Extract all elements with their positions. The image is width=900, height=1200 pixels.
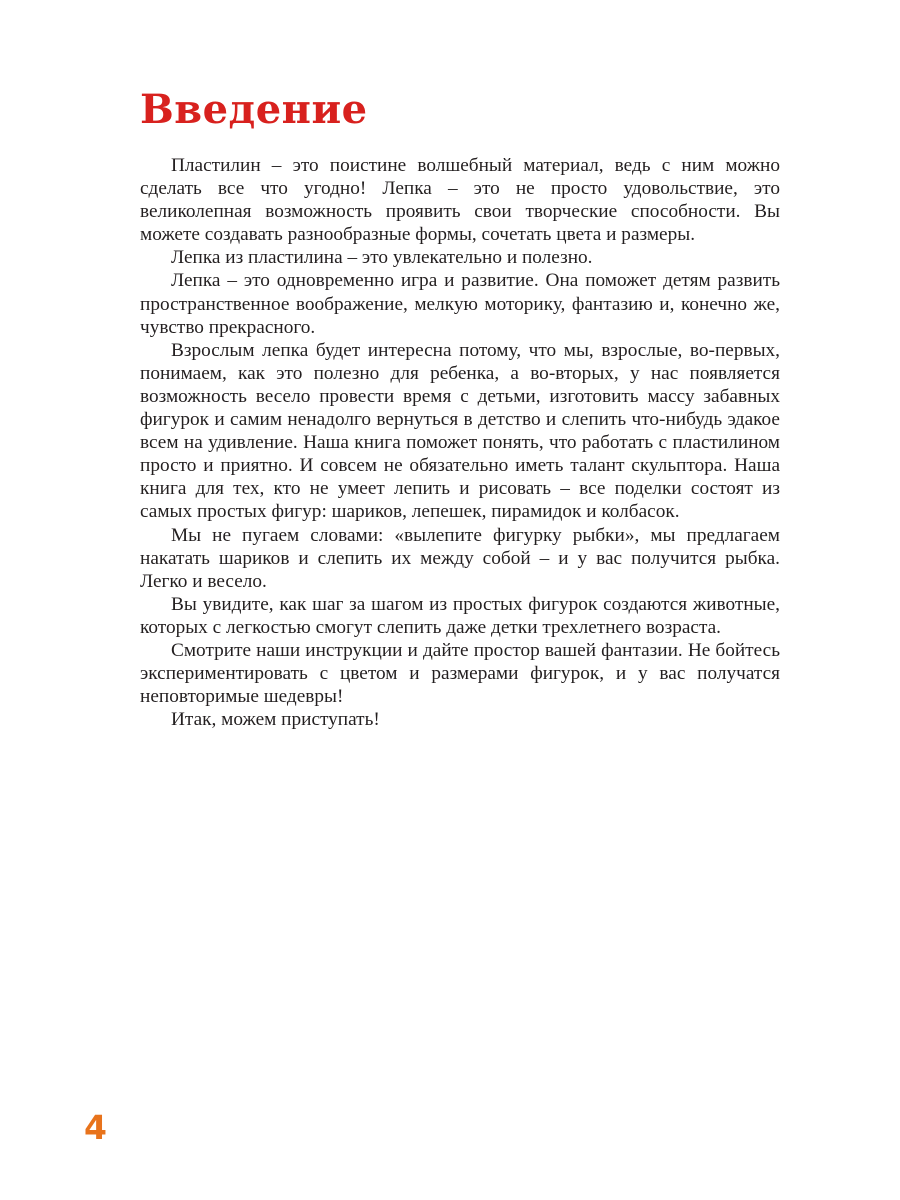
paragraph: Пластилин – это поистине волшебный материал, ведь с ним можно сделать все что угодно! Лепка – это не просто удовольствие, это великолепная возможность проявить свои творческие способности. Вы можете создавать разнообразные формы, сочетать цвета и размеры. bbox=[140, 155, 780, 246]
paragraph: Мы не пугаем словами: «вылепите фигурку рыбки», мы предлагаем накатать шариков и слепить их между собой – и у вас получится рыбка. Легко и весело. bbox=[140, 524, 780, 592]
page-heading: Введение bbox=[140, 86, 368, 133]
paragraph: Смотрите наши инструкции и дайте простор вашей фантазии. Не бойтесь экспериментировать с цветом и размерами фигурок, и у вас получатся неповторимые шедевры! bbox=[140, 639, 780, 708]
paragraph: Вы увидите, как шаг за шагом из простых фигурок создаются животные, которых с легкостью смогут слепить даже детки трехлетнего возраста. bbox=[140, 593, 780, 638]
page-number: 4 bbox=[84, 1108, 107, 1147]
paragraph: Лепка – это одновременно игра и развитие. Она поможет детям развить пространственное воображение, мелкую моторику, фантазию и, конечно же, чувство прекрасного. bbox=[140, 270, 780, 338]
body-text bbox=[140, 154, 780, 731]
paragraph: Итак, можем приступать! bbox=[171, 709, 380, 731]
paragraph: Взрослым лепка будет интересна потому, что мы, взрослые, во-первых, понимаем, как это полезно для ребенка, а во-вторых, у нас появляется возможность весело провести время с детьми, изготовить массу забавных фигурок и самим ненадолго вернуться в детство и слепить что-нибудь эдакое всем на удивление. Наша книга поможет понять, что работать с пластилином просто и приятно. И совсем не обязательно иметь талант скульптора. Наша книга для тех, кто не умеет лепить и рисовать – все поделки состоят из самых простых фигур: шариков, лепешек, пирамидок и колбасок. bbox=[140, 339, 780, 523]
paragraph: Лепка из пластилина – это увлекательно и полезно. bbox=[171, 247, 593, 269]
